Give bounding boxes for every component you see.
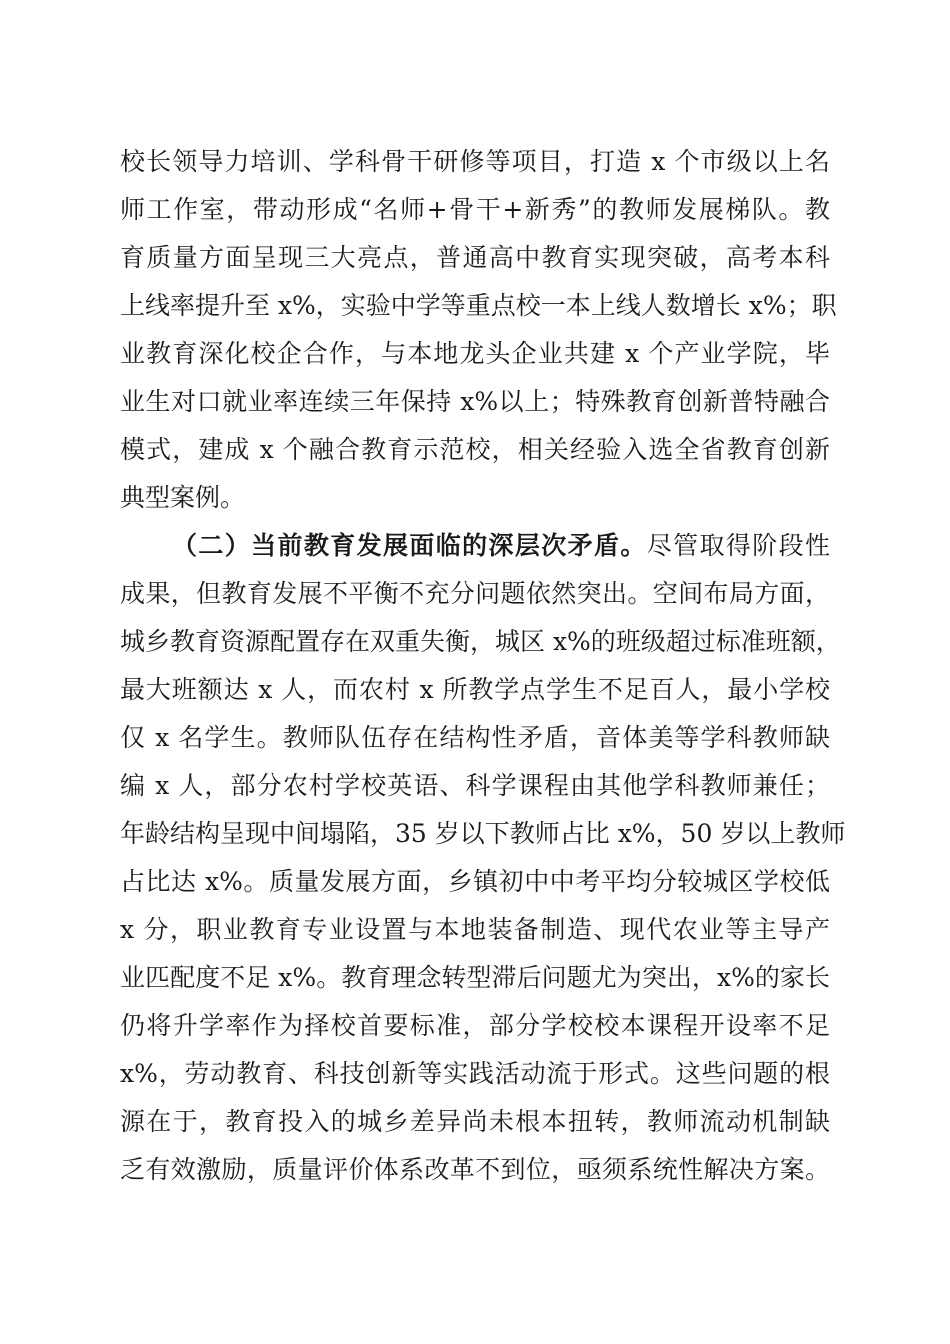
paragraph-2-line-12: x%，劳动教育、科技创新等实践活动流于形式。这些问题的根: [120, 1059, 830, 1088]
section-heading: （二）当前教育发展面临的深层次矛盾。: [172, 531, 647, 560]
paragraph-2-line-8: 占比达 x%。质量发展方面，乡镇初中中考平均分较城区学校低: [120, 867, 830, 896]
paragraph-2-line-1: [172, 526, 830, 566]
paragraph-2-line-11: 仍将升学率作为择校首要标准，部分学校校本课程开设率不足: [120, 1011, 830, 1040]
paragraph-2-line-13: 源在于，教育投入的城乡差异尚未根本扭转，教师流动机制缺: [120, 1107, 830, 1136]
paragraph-2-line-3: 城乡教育资源配置存在双重失衡，城区 x%的班级超过标准班额，: [120, 627, 841, 656]
paragraph-1-line-4: 上线率提升至 x%，实验中学等重点校一本上线人数增长 x%；职: [120, 291, 837, 320]
paragraph-1-line-3: 育质量方面呈现三大亮点，普通高中教育实现突破，高考本科: [120, 243, 830, 272]
paragraph-2-line-6: 编 x 人，部分农村学校英语、科学课程由其他学科教师兼任；: [120, 771, 830, 800]
paragraph-1-line-5: 业教育深化校企合作，与本地龙头企业共建 x 个产业学院，毕: [120, 339, 830, 368]
paragraph-1-line-6: 业生对口就业率连续三年保持 x%以上；特殊教育创新普特融合: [120, 387, 830, 416]
paragraph-2-line-7: 年龄结构呈现中间塌陷，35 岁以下教师占比 x%，50 岁以上教师: [120, 819, 846, 848]
paragraph-2-line-1-rest: 尽管取得阶段性: [646, 531, 830, 560]
paragraph-2-line-10: 业匹配度不足 x%。教育理念转型滞后问题尤为突出，x%的家长: [120, 963, 830, 992]
paragraph-1-line-2: 师工作室，带动形成“名师+骨干+新秀”的教师发展梯队。教: [120, 195, 830, 224]
paragraph-2-line-4: 最大班额达 x 人，而农村 x 所教学点学生不足百人，最小学校: [120, 675, 830, 704]
paragraph-2-line-14: 乏有效激励，质量评价体系改革不到位，亟须系统性解决方案。: [120, 1155, 830, 1184]
paragraph-1-line-8: 典型案例。: [120, 483, 246, 512]
paragraph-2-line-2: 成果，但教育发展不平衡不充分问题依然突出。空间布局方面，: [120, 579, 830, 608]
paragraph-1-line-1: 校长领导力培训、学科骨干研修等项目，打造 x 个市级以上名: [120, 147, 830, 176]
paragraph-2-line-5: 仅 x 名学生。教师队伍存在结构性矛盾，音体美等学科教师缺: [120, 723, 830, 752]
paragraph-2-line-9: x 分，职业教育专业设置与本地装备制造、现代农业等主导产: [120, 915, 830, 944]
paragraph-1-line-7: 模式，建成 x 个融合教育示范校，相关经验入选全省教育创新: [120, 435, 830, 464]
